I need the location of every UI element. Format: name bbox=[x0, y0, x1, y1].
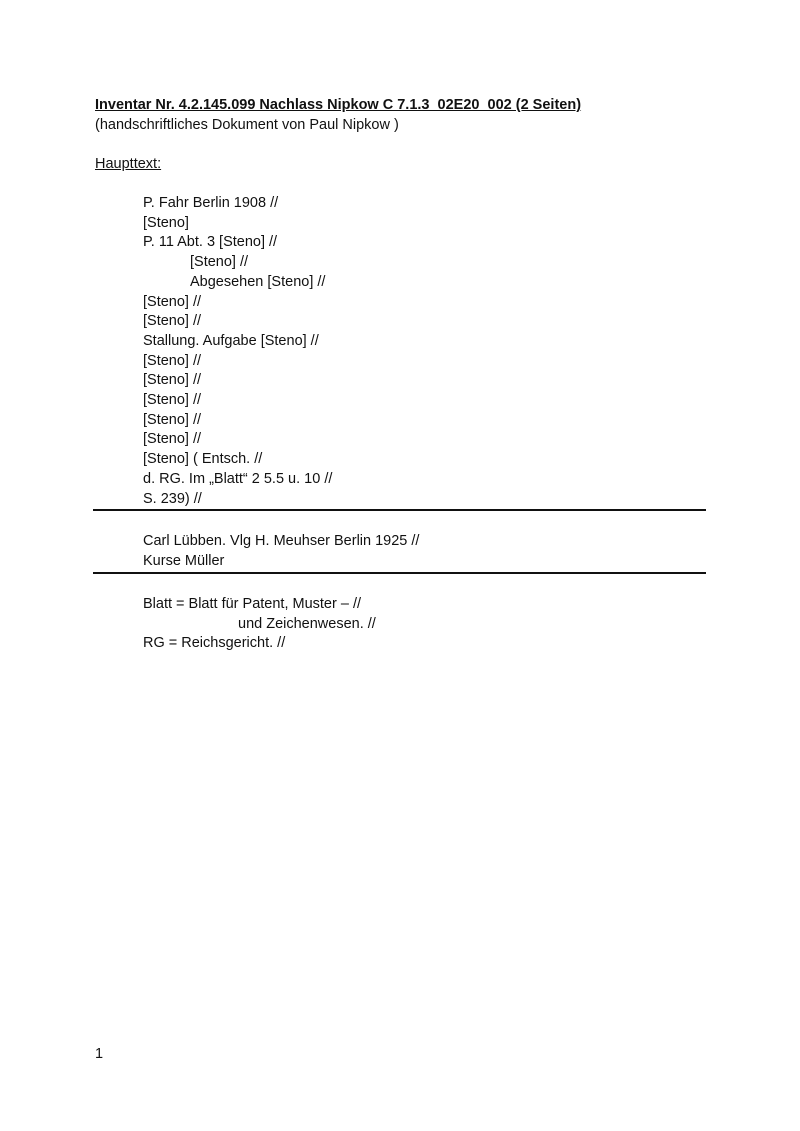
text-line: Carl Lübben. Vlg H. Meuhser Berlin 1925 // bbox=[143, 533, 420, 549]
text-line: [Steno] // bbox=[143, 372, 202, 389]
text-line: [Steno] // bbox=[143, 313, 202, 330]
document-subtitle: (handschriftliches Dokument von Paul Nipkow ) bbox=[95, 117, 399, 133]
text-line: [Steno] bbox=[143, 214, 189, 231]
text-line: [Steno] // bbox=[143, 293, 202, 310]
page-number: 1 bbox=[95, 1046, 104, 1062]
text-line: [Steno] // bbox=[143, 352, 202, 369]
text-line: Abgesehen [Steno] // bbox=[190, 273, 326, 290]
divider bbox=[93, 572, 706, 574]
text-line: [Steno] ( Entsch. // bbox=[143, 451, 263, 468]
text-line: und Zeichenwesen. // bbox=[238, 616, 376, 632]
text-line: Blatt = Blatt für Patent, Muster – // bbox=[143, 596, 362, 612]
text-line: P. Fahr Berlin 1908 // bbox=[143, 195, 279, 211]
text-line: [Steno] // bbox=[143, 411, 202, 428]
text-line: S. 239) // bbox=[143, 490, 202, 507]
text-line: [Steno] // bbox=[143, 392, 202, 408]
text-line: [Steno] // bbox=[190, 254, 249, 271]
text-line: P. 11 Abt. 3 [Steno] // bbox=[143, 234, 278, 251]
section-heading: Haupttext: bbox=[95, 156, 162, 172]
document-title: Inventar Nr. 4.2.145.099 Nachlass Nipkow C 7.1.3_02E20_002 (2 Seiten) bbox=[95, 97, 582, 113]
text-line: RG = Reichsgericht. // bbox=[143, 635, 286, 651]
text-line: Stallung. Aufgabe [Steno] // bbox=[143, 332, 319, 349]
divider bbox=[93, 509, 706, 511]
text-line: Kurse Müller bbox=[143, 553, 225, 569]
text-line: d. RG. Im „Blatt“ 2 5.5 u. 10 // bbox=[143, 470, 333, 487]
text-line: [Steno] // bbox=[143, 431, 202, 448]
